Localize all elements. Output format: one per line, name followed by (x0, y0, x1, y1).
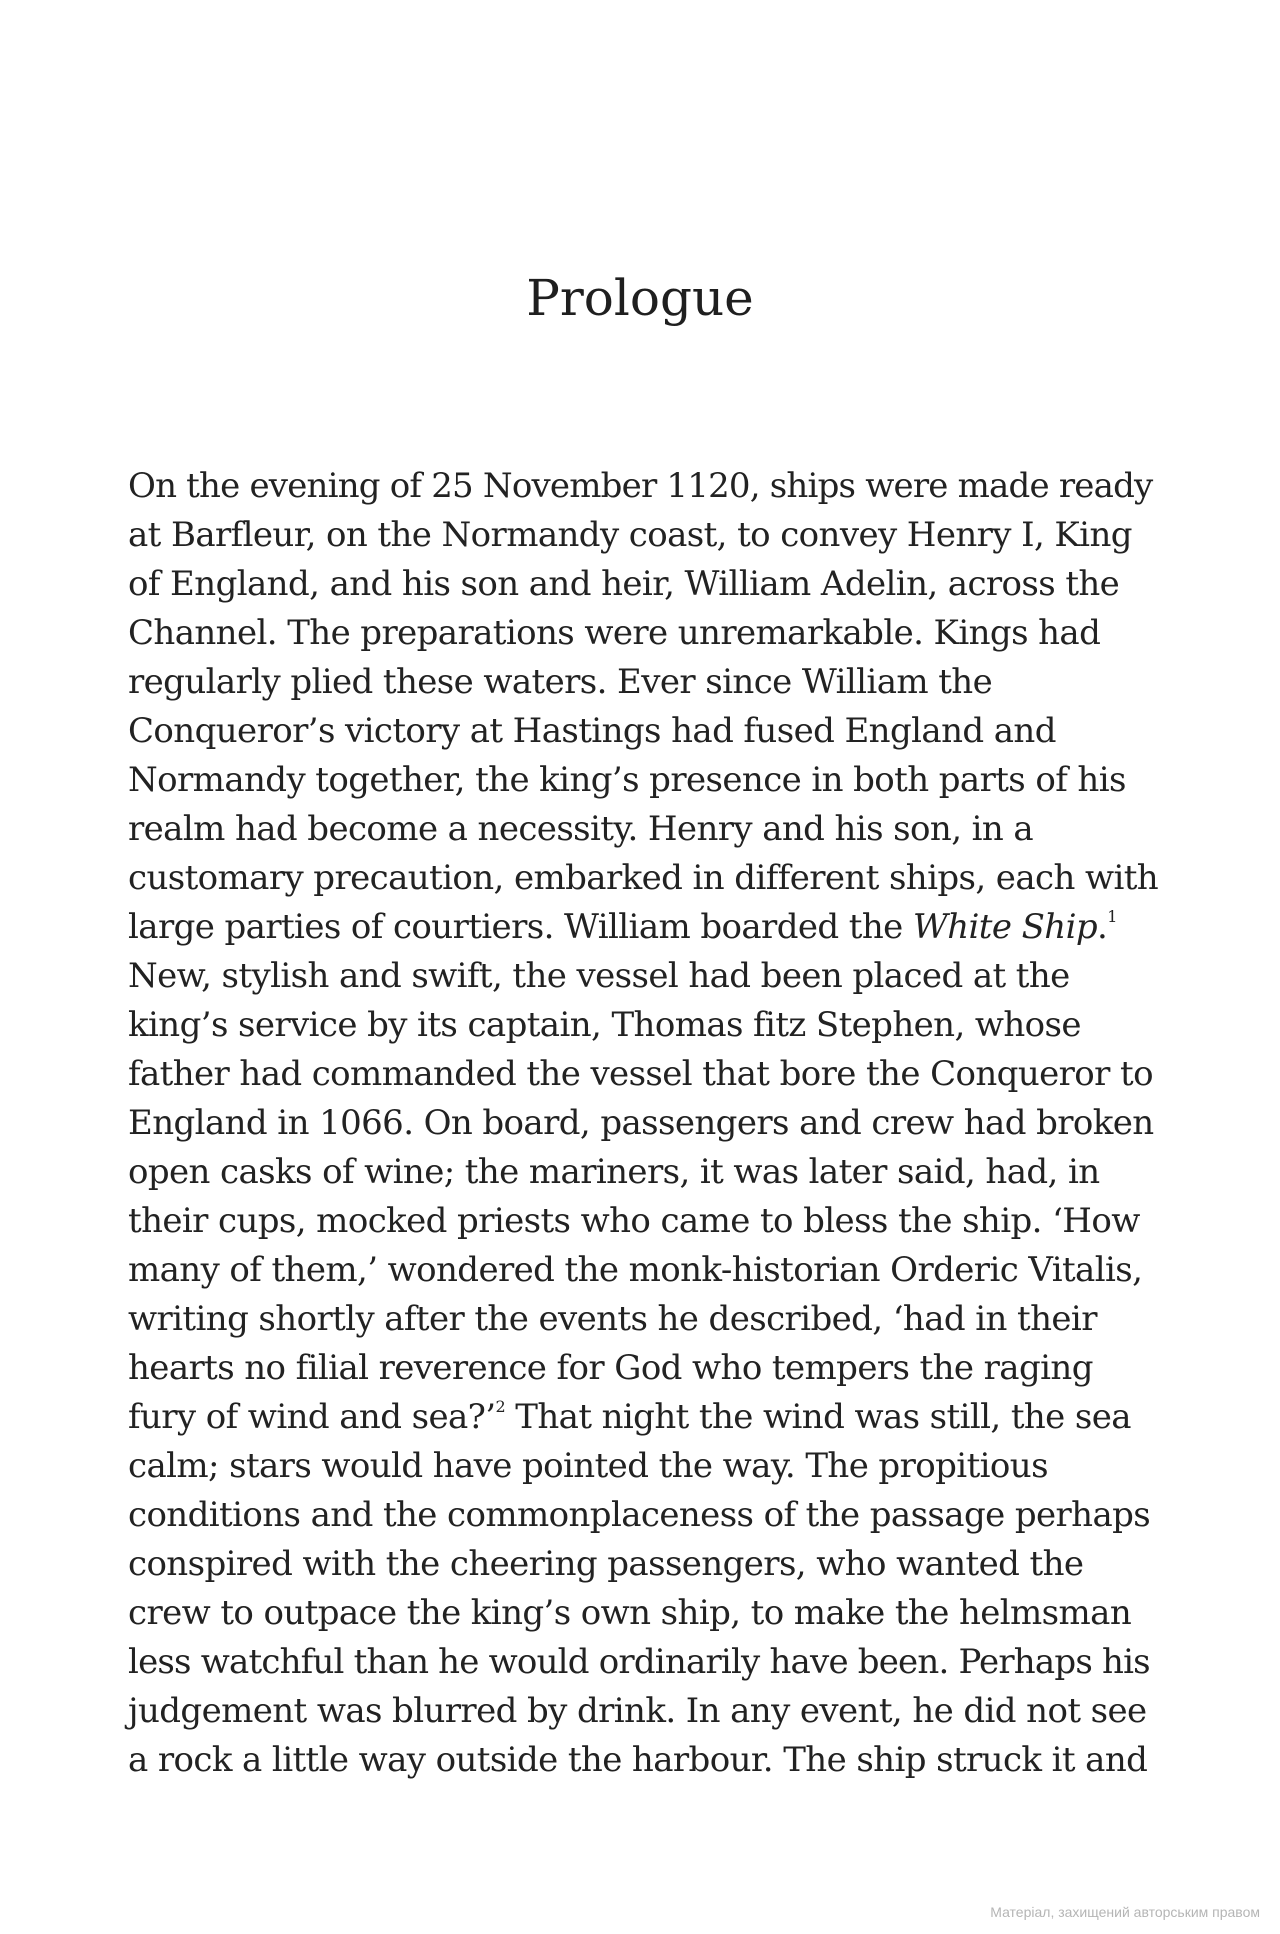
text-line: writing shortly after the events he described, ‘had in their (128, 1299, 1097, 1339)
text-line: at Barfleur, on the Normandy coast, to convey Henry I, King (128, 515, 1132, 555)
text-line: many of them,’ wondered the monk-historian Orderic Vitalis, (128, 1250, 1143, 1290)
text-line: conspired with the cheering passengers, who wanted the (128, 1544, 1084, 1584)
text-line: judgement was blurred by drink. In any event, he did not see (128, 1691, 1147, 1731)
text-line (128, 1393, 1158, 1442)
text-line-segment: . (1097, 907, 1108, 947)
text-line: customary precaution, embarked in different ships, each with (128, 858, 1159, 898)
text-line: regularly plied these waters. Ever since William the (128, 662, 993, 702)
text-line: father had commanded the vessel that bore the Conqueror to (128, 1054, 1153, 1094)
text-line: king’s service by its captain, Thomas fitz Stephen, whose (128, 1005, 1081, 1045)
text-line: Channel. The preparations were unremarkable. Kings had (128, 613, 1101, 653)
text-line: a rock a little way outside the harbour. The ship struck it and (128, 1740, 1148, 1780)
copyright-watermark: Матеріал, захищений авторським правом (990, 1904, 1260, 1920)
text-line: less watchful than he would ordinarily have been. Perhaps his (128, 1642, 1150, 1682)
text-line: conditions and the commonplaceness of the passage perhaps (128, 1495, 1151, 1535)
footnote-marker[interactable]: 2 (495, 1396, 506, 1416)
text-line: open casks of wine; the mariners, it was later said, had, in (128, 1152, 1100, 1192)
text-line (128, 903, 1158, 952)
footnote-marker[interactable]: 1 (1107, 906, 1117, 926)
text-line: realm had become a necessity. Henry and his son, in a (128, 809, 1034, 849)
text-line: of England, and his son and heir, William Adelin, across the (128, 564, 1120, 604)
text-line-segment: fury of wind and sea?’ (128, 1397, 496, 1437)
text-line-segment: large parties of courtiers. William boarded the (128, 907, 913, 947)
text-line: Normandy together, the king’s presence in both parts of his (128, 760, 1126, 800)
text-line: England in 1066. On board, passengers and crew had broken (128, 1103, 1154, 1143)
chapter-title: Prologue (526, 269, 754, 327)
text-line: On the evening of 25 November 1120, ships were made ready (128, 466, 1153, 506)
text-line: Conqueror’s victory at Hastings had fused England and (128, 711, 1056, 751)
text-line-segment: That night the wind was still, the sea (505, 1397, 1131, 1437)
text-line: hearts no filial reverence for God who tempers the raging (128, 1348, 1093, 1388)
text-line: calm; stars would have pointed the way. The propitious (128, 1446, 1048, 1486)
prologue-body-text (128, 462, 1158, 1785)
ship-name-italic: White Ship (912, 907, 1098, 947)
text-line: their cups, mocked priests who came to bless the ship. ‘How (128, 1201, 1140, 1241)
text-line: New, stylish and swift, the vessel had been placed at the (128, 956, 1070, 996)
text-line: crew to outpace the king’s own ship, to make the helmsman (128, 1593, 1132, 1633)
